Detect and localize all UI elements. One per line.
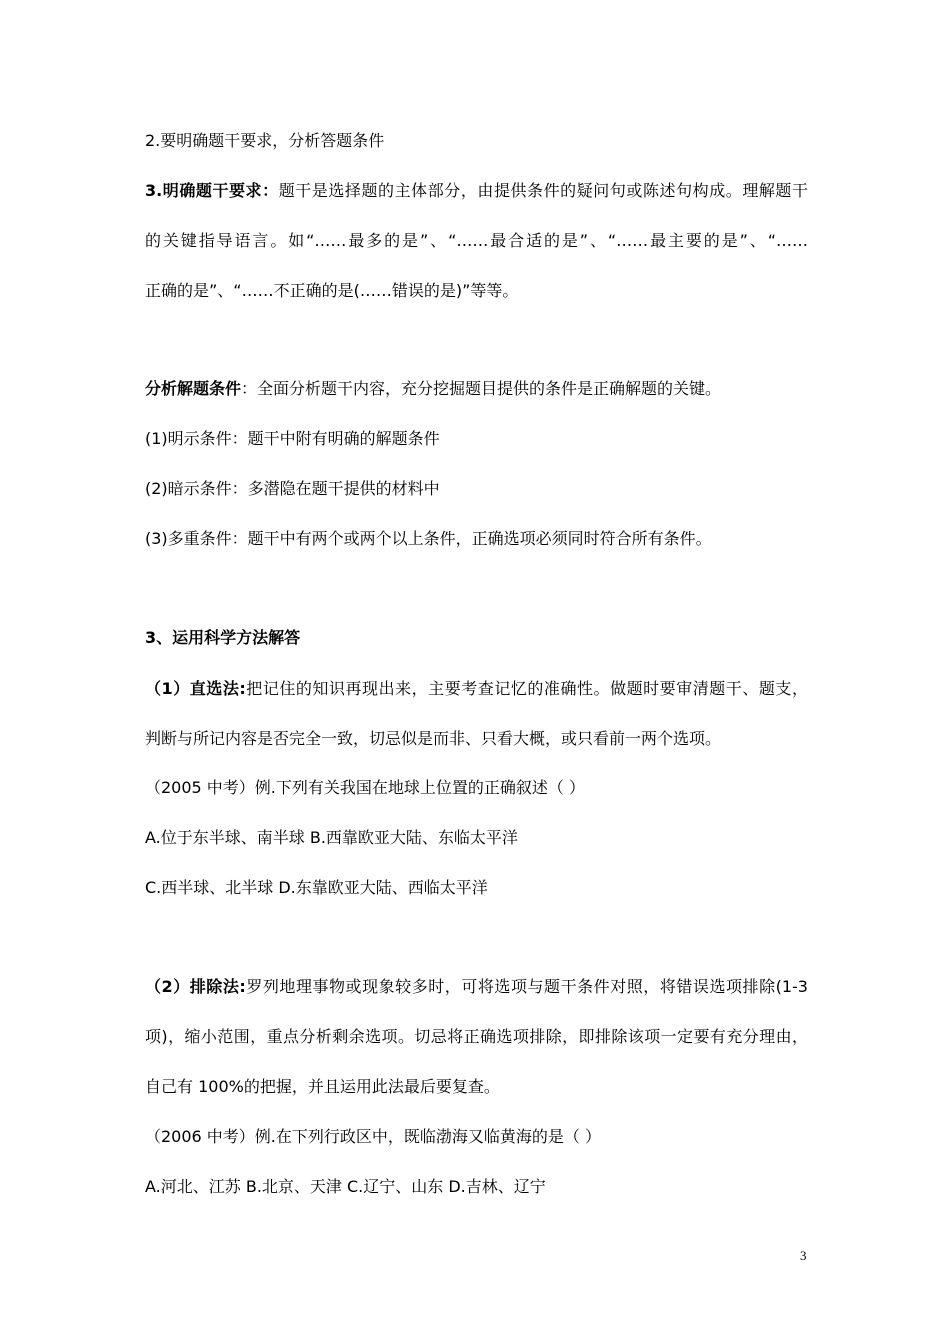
text-span: C.西半球、北半球 D.东靠欧亚大陆、西临太平洋 bbox=[145, 878, 488, 897]
paragraph-line bbox=[145, 877, 488, 899]
text-span: 的关键指导语言。如“……最多的是”、“……最合适的是”、“……最主要的是”、“…… bbox=[145, 231, 808, 250]
bold-term: （2）排除法: bbox=[145, 977, 246, 996]
text-span: 2.要明确题干要求，分析答题条件 bbox=[145, 131, 385, 150]
paragraph-line bbox=[145, 280, 518, 302]
paragraph-line bbox=[145, 827, 518, 849]
text-span: 把记住的知识再现出来，主要考查记忆的准确性。做题时要审清题干、题支， bbox=[245, 679, 808, 698]
text-span: （2006 中考）例.在下列行政区中，既临渤海又临黄海的是（ ） bbox=[145, 1127, 601, 1146]
text-span: (3)多重条件：题干中有两个或两个以上条件，正确选项必须同时符合所有条件。 bbox=[145, 529, 712, 548]
paragraph-line bbox=[145, 180, 808, 202]
paragraph-line bbox=[145, 728, 721, 750]
text-span: 罗列地理事物或现象较多时，可将选项与题干条件对照，将错误选项排除(1-3 bbox=[245, 977, 808, 996]
paragraph-line bbox=[145, 230, 808, 252]
paragraph-line bbox=[145, 1126, 601, 1148]
paragraph-line bbox=[145, 130, 384, 152]
paragraph-line bbox=[145, 378, 721, 400]
paragraph-line bbox=[145, 428, 440, 450]
paragraph-line bbox=[145, 1026, 808, 1048]
paragraph-line bbox=[145, 1176, 546, 1198]
text-span: (2)暗示条件：多潜隐在题干提供的材料中 bbox=[145, 479, 440, 498]
paragraph-line bbox=[145, 1076, 500, 1098]
text-span: 题干是选择题的主体部分，由提供条件的疑问句或陈述句构成。理解题干 bbox=[278, 181, 808, 200]
text-span: A.河北、江苏 B.北京、天津 C.辽宁、山东 D.吉林、辽宁 bbox=[145, 1177, 546, 1196]
paragraph-line bbox=[145, 678, 808, 700]
text-span: 项)，缩小范围，重点分析剩余选项。切忌将正确选项排除，即排除该项一定要有充分理由， bbox=[145, 1027, 808, 1046]
text-span: 正确的是”、“……不正确的是(……错误的是)”等等。 bbox=[145, 281, 519, 300]
bold-term: 3、运用科学方法解答 bbox=[145, 628, 301, 647]
text-span: （2005 中考）例.下列有关我国在地球上位置的正确叙述（ ） bbox=[145, 778, 585, 797]
paragraph-line bbox=[145, 478, 440, 500]
section-heading bbox=[145, 627, 300, 649]
text-span: A.位于东半球、南半球 B.西靠欧亚大陆、东临太平洋 bbox=[145, 828, 518, 847]
bold-term: 分析解题条件 bbox=[145, 379, 242, 398]
text-span: ：全面分析题干内容，充分挖掘题目提供的条件是正确解题的关键。 bbox=[241, 379, 722, 398]
text-span: (1)明示条件：题干中附有明确的解题条件 bbox=[145, 429, 440, 448]
paragraph-line bbox=[145, 528, 712, 550]
paragraph-line bbox=[145, 777, 585, 799]
text-span: 判断与所记内容是否完全一致，切忌似是而非、只看大概，或只看前一两个选项。 bbox=[145, 729, 722, 748]
bold-term: （1）直选法: bbox=[145, 679, 246, 698]
paragraph-line bbox=[145, 976, 808, 998]
text-span: 自己有 100%的把握，并且运用此法最后要复查。 bbox=[145, 1077, 500, 1096]
bold-term: 3.明确题干要求： bbox=[145, 181, 279, 200]
page-number: 3 bbox=[800, 1248, 807, 1263]
